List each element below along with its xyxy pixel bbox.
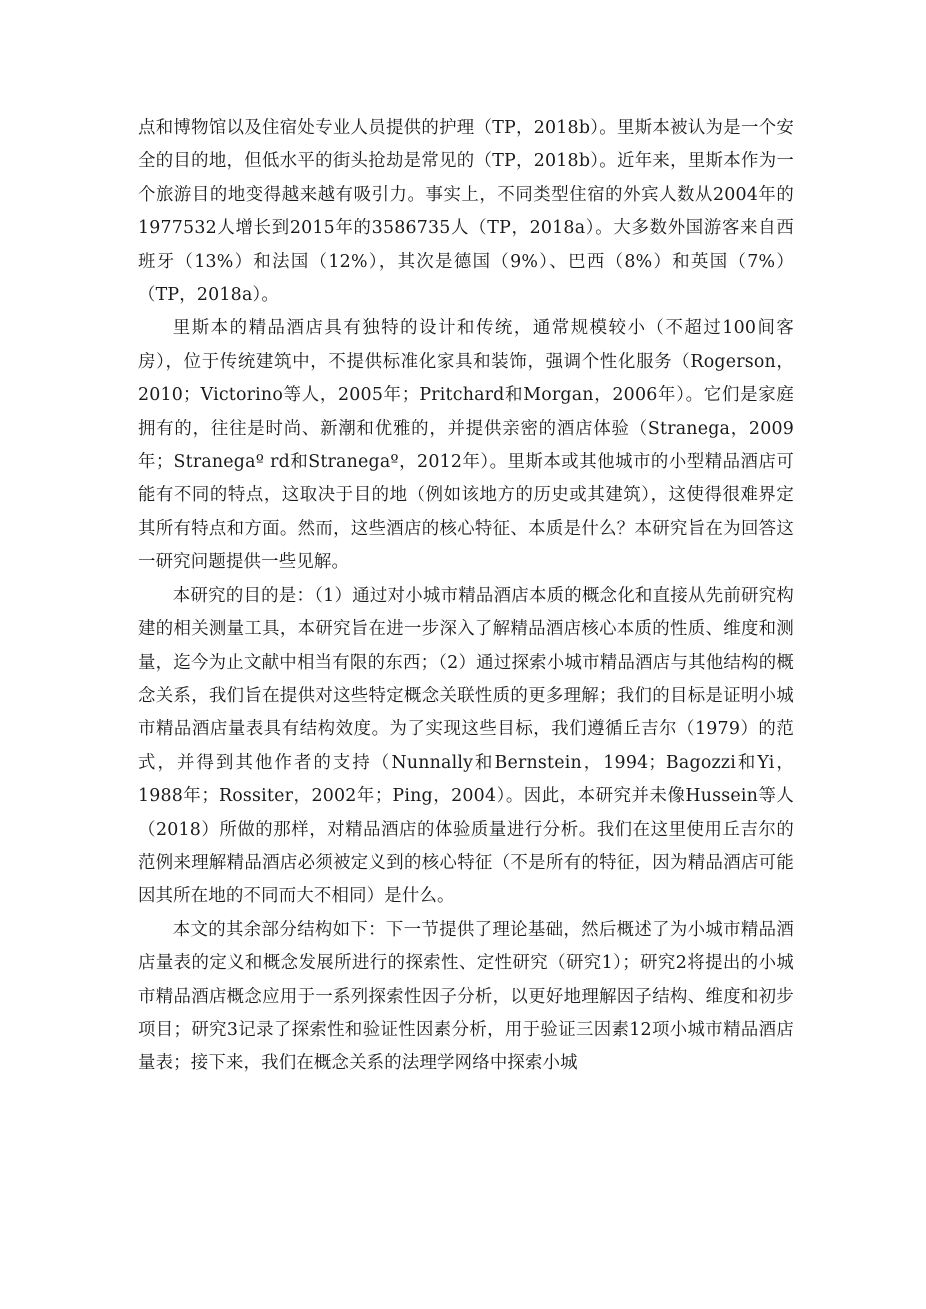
paragraph-paper-structure: 本文的其余部分结构如下：下一节提供了理论基础，然后概述了为小城市精品酒店量表的定义和概念发展所进行的探索性、定性研究（研究1）；研究2将提出的小城市精品酒店概念应用于一系列探索性因子分析，以更好地理解因子结构、维度和初步项目；研究3记录了探索性和验证性因素分析，用于验证三因素12项小城市精品酒店量表；接下来，我们在概念关系的法理学网络中探索小城 [138, 919, 794, 1074]
paragraph-boutique-hotels: 里斯本的精品酒店具有独特的设计和传统，通常规模较小（不超过100间客房），位于传统建筑中，不提供标准化家具和装饰，强调个性化服务（Rogerson，2010；Victorino等人，2005年；Pritchard和Morgan，2006年）。它们是家庭拥有的，往往是时尚、新潮和优雅的，并提供亲密的酒店体验（Stranega，2009年；Stranegaº rd和Stranegaº，2012年）。里斯本或其他城市的小型精品酒店可能有不同的特点，这取决于目的地（例如该地方的历史或其建筑），这使得很难界定其所有特点和方面。然而，这些酒店的核心特征、本质是什么？本研究旨在为回答这一研究问题提供一些见解。 [138, 318, 794, 573]
paragraph-lisbon-tourism: 点和博物馆以及住宿处专业人员提供的护理（TP，2018b）。里斯本被认为是一个安全的目的地，但低水平的街头抢劫是常见的（TP，2018b）。近年来，里斯本作为一个旅游目的地变得越来越有吸引力。事实上，不同类型住宿的外宾人数从2004年的1977532人增长到2015年的3586735人（TP，2018a）。大多数外国游客来自西班牙（13%）和法国（12%），其次是德国（9%）、巴西（8%）和英国（7%）（TP，2018a）。 [138, 118, 794, 306]
paragraph-research-aims: 本研究的目的是：（1）通过对小城市精品酒店本质的概念化和直接从先前研究构建的相关测量工具，本研究旨在进一步深入了解精品酒店核心本质的性质、维度和测量，迄今为止文献中相当有限的东西；（2）通过探索小城市精品酒店与其他结构的概念关系，我们旨在提供对这些特定概念关联性质的更多理解；我们的目标是证明小城市精品酒店量表具有结构效度。为了实现这些目标，我们遵循丘吉尔（1979）的范式，并得到其他作者的支持（Nunnally和Bernstein，1994；Bagozzi和Yi，1988年；Rossiter，2002年；Ping，2004）。因此，本研究并未像Hussein等人（2018）所做的那样，对精品酒店的体验质量进行分析。我们在这里使用丘吉尔的范例来理解精品酒店必须被定义到的核心特征（不是所有的特征，因为精品酒店可能因其所在地的不同而大不相同）是什么。 [138, 585, 794, 907]
document-page [138, 112, 794, 1081]
